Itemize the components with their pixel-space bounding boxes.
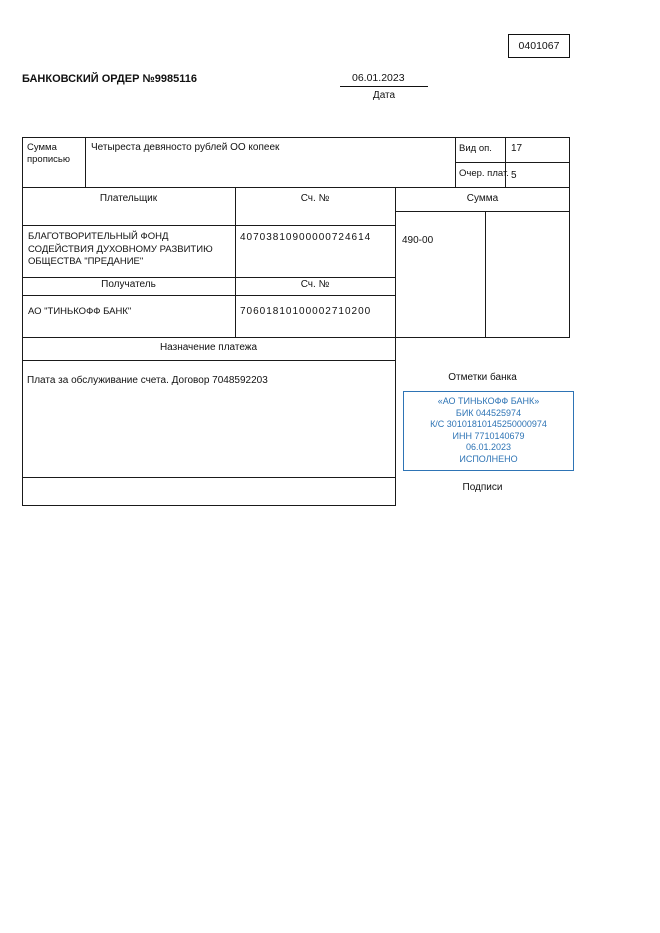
operation-type-label: Вид оп. (459, 143, 492, 154)
purpose-value: Плата за обслуживание счета. Договор 7048592203 (27, 375, 268, 386)
amount-value: 490-00 (402, 235, 434, 246)
form-code: 0401067 (518, 40, 560, 52)
payer-account-label: Сч. № (300, 193, 330, 204)
amount-in-words-label: Сумма прописью (27, 142, 70, 165)
stamp-bank-name: «АО ТИНЬКОФФ БАНК» (437, 396, 540, 406)
payment-priority-label: Очер. плат. (459, 168, 509, 179)
bank-stamp (403, 391, 574, 471)
stamp-date: 06.01.2023 (465, 442, 512, 452)
amount-header: Сумма (466, 193, 499, 204)
stamp-corr-account: К/С 30101810145250000974 (430, 419, 547, 429)
stamp-inn: ИНН 7710140679 (452, 430, 525, 441)
bank-marks-header: Отметки банка (448, 372, 517, 383)
receiver-header: Получатель (101, 279, 156, 290)
payer-name: БЛАГОТВОРИТЕЛЬНЫЙ ФОНД СОДЕЙСТВИЯ ДУХОВНОМУ РАЗВИТИЮ ОБЩЕСТВА "ПРЕДАНИЕ" (28, 231, 213, 267)
date-value: 06.01.2023 (352, 72, 405, 84)
receiver-name: АО "ТИНЬКОФФ БАНК" (28, 306, 132, 317)
operation-type-value: 17 (511, 143, 523, 154)
payer-account-number: 40703810900000724614 (240, 232, 372, 243)
form-code-box (508, 34, 570, 58)
stamp-bik: БИК 044525974 (455, 407, 522, 418)
document-title: БАНКОВСКИЙ ОРДЕР №9985116 (22, 73, 197, 85)
date-underline (340, 86, 428, 87)
date-label: Дата (372, 90, 396, 101)
payer-header: Плательщик (99, 193, 158, 204)
purpose-header: Назначение платежа (159, 342, 258, 353)
receiver-account-number: 70601810100002710200 (240, 306, 372, 317)
amount-in-words-value: Четыреста девяносто рублей ОО копеек (91, 142, 280, 153)
payment-priority-value: 5 (511, 170, 517, 181)
stamp-status: ИСПОЛНЕНО (459, 453, 518, 464)
receiver-account-label: Сч. № (300, 279, 330, 290)
signatures-header: Подписи (462, 482, 503, 493)
